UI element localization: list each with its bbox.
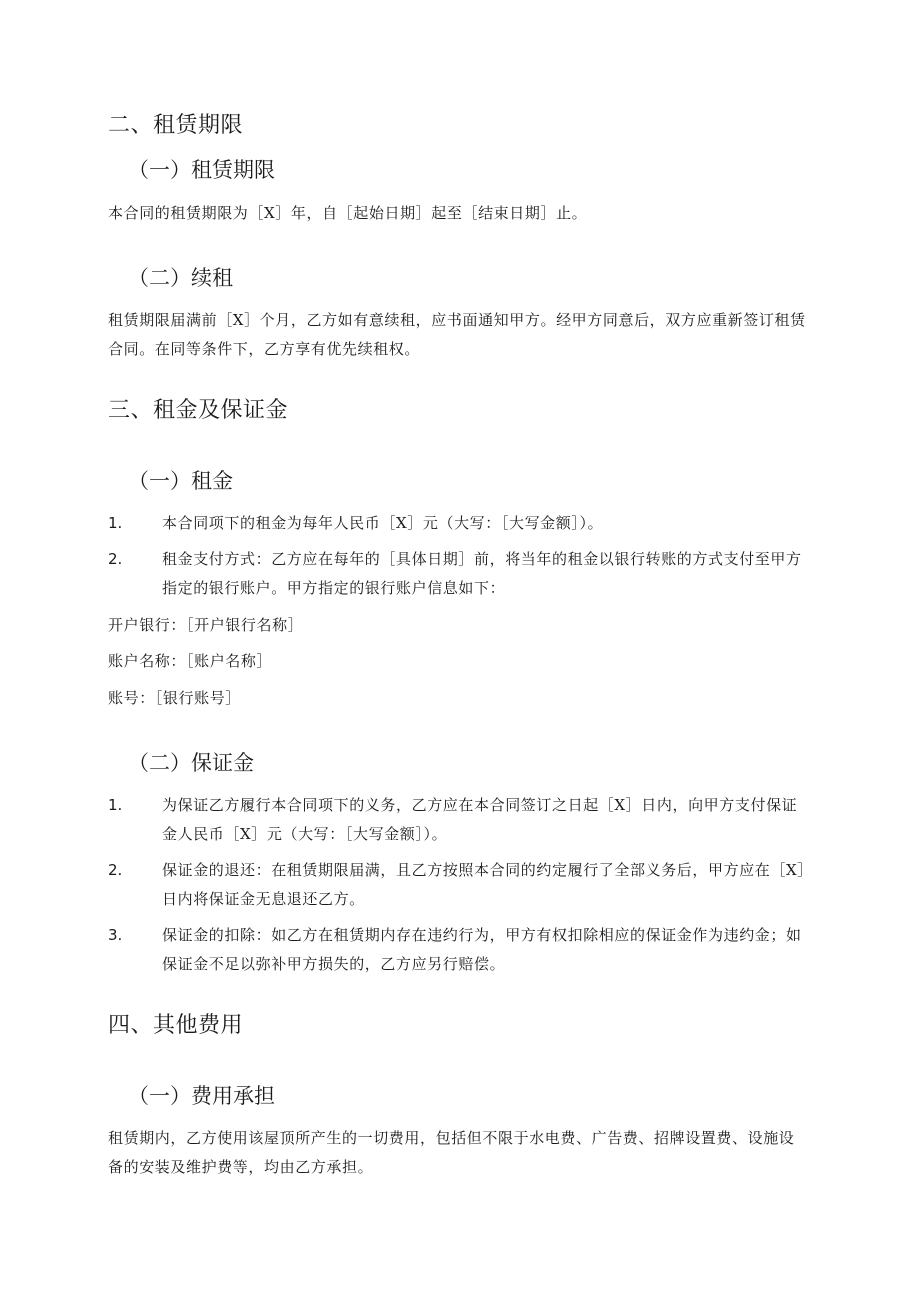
list-text: 本合同项下的租金为每年人民币［X］元（大写：［大写金额］）。 <box>162 514 604 532</box>
subheading-fee-bearing: （一）费用承担 <box>128 1084 275 1108</box>
bank-name-line: 开户银行：［开户银行名称］ <box>108 616 304 634</box>
subheading-deposit: （二）保证金 <box>128 751 254 775</box>
paragraph-lease-term: 本合同的租赁期限为［X］年，自［起始日期］起至［结束日期］止。 <box>108 204 588 222</box>
subheading-renewal: （二）续租 <box>128 266 233 290</box>
account-number-line: 账号：［银行账号］ <box>108 689 241 707</box>
paragraph-renewal: 租赁期限届满前［X］个月，乙方如有意续租，应书面通知甲方。经甲方同意后，双方应重新签订租赁合同。在同等条件下，乙方享有优先续租权。 <box>108 311 806 358</box>
list-text: 保证金的退还：在租赁期限届满，且乙方按照本合同的约定履行了全部义务后，甲方应在［X］日内将保证金无息退还乙方。 <box>162 861 806 908</box>
list-number: 1. <box>108 514 123 532</box>
subheading-lease-term: （一）租赁期限 <box>128 158 275 182</box>
list-number: 1. <box>108 796 123 814</box>
section-heading-rent-deposit: 三、租金及保证金 <box>108 398 289 423</box>
list-number: 2. <box>108 550 123 568</box>
list-number: 3. <box>108 926 123 944</box>
section-heading-lease-term: 二、租赁期限 <box>108 113 244 138</box>
paragraph-fee-bearing: 租赁期内，乙方使用该屋顶所产生的一切费用，包括但不限于水电费、广告费、招牌设置费、设施设备的安装及维护费等，均由乙方承担。 <box>108 1129 795 1176</box>
list-text: 为保证乙方履行本合同项下的义务，乙方应在本合同签订之日起［X］日内，向甲方支付保证金人民币［X］元（大写：［大写金额］）。 <box>162 796 798 843</box>
list-number: 2. <box>108 861 123 879</box>
account-name-line: 账户名称：［账户名称］ <box>108 652 273 670</box>
list-text: 租金支付方式：乙方应在每年的［具体日期］前，将当年的租金以银行转账的方式支付至甲方指定的银行账户。甲方指定的银行账户信息如下： <box>162 550 802 597</box>
list-text: 保证金的扣除：如乙方在租赁期内存在违约行为，甲方有权扣除相应的保证金作为违约金；如保证金不足以弥补甲方损失的，乙方应另行赔偿。 <box>162 926 802 973</box>
subheading-rent: （一）租金 <box>128 469 233 493</box>
section-heading-other-fees: 四、其他费用 <box>108 1013 244 1038</box>
